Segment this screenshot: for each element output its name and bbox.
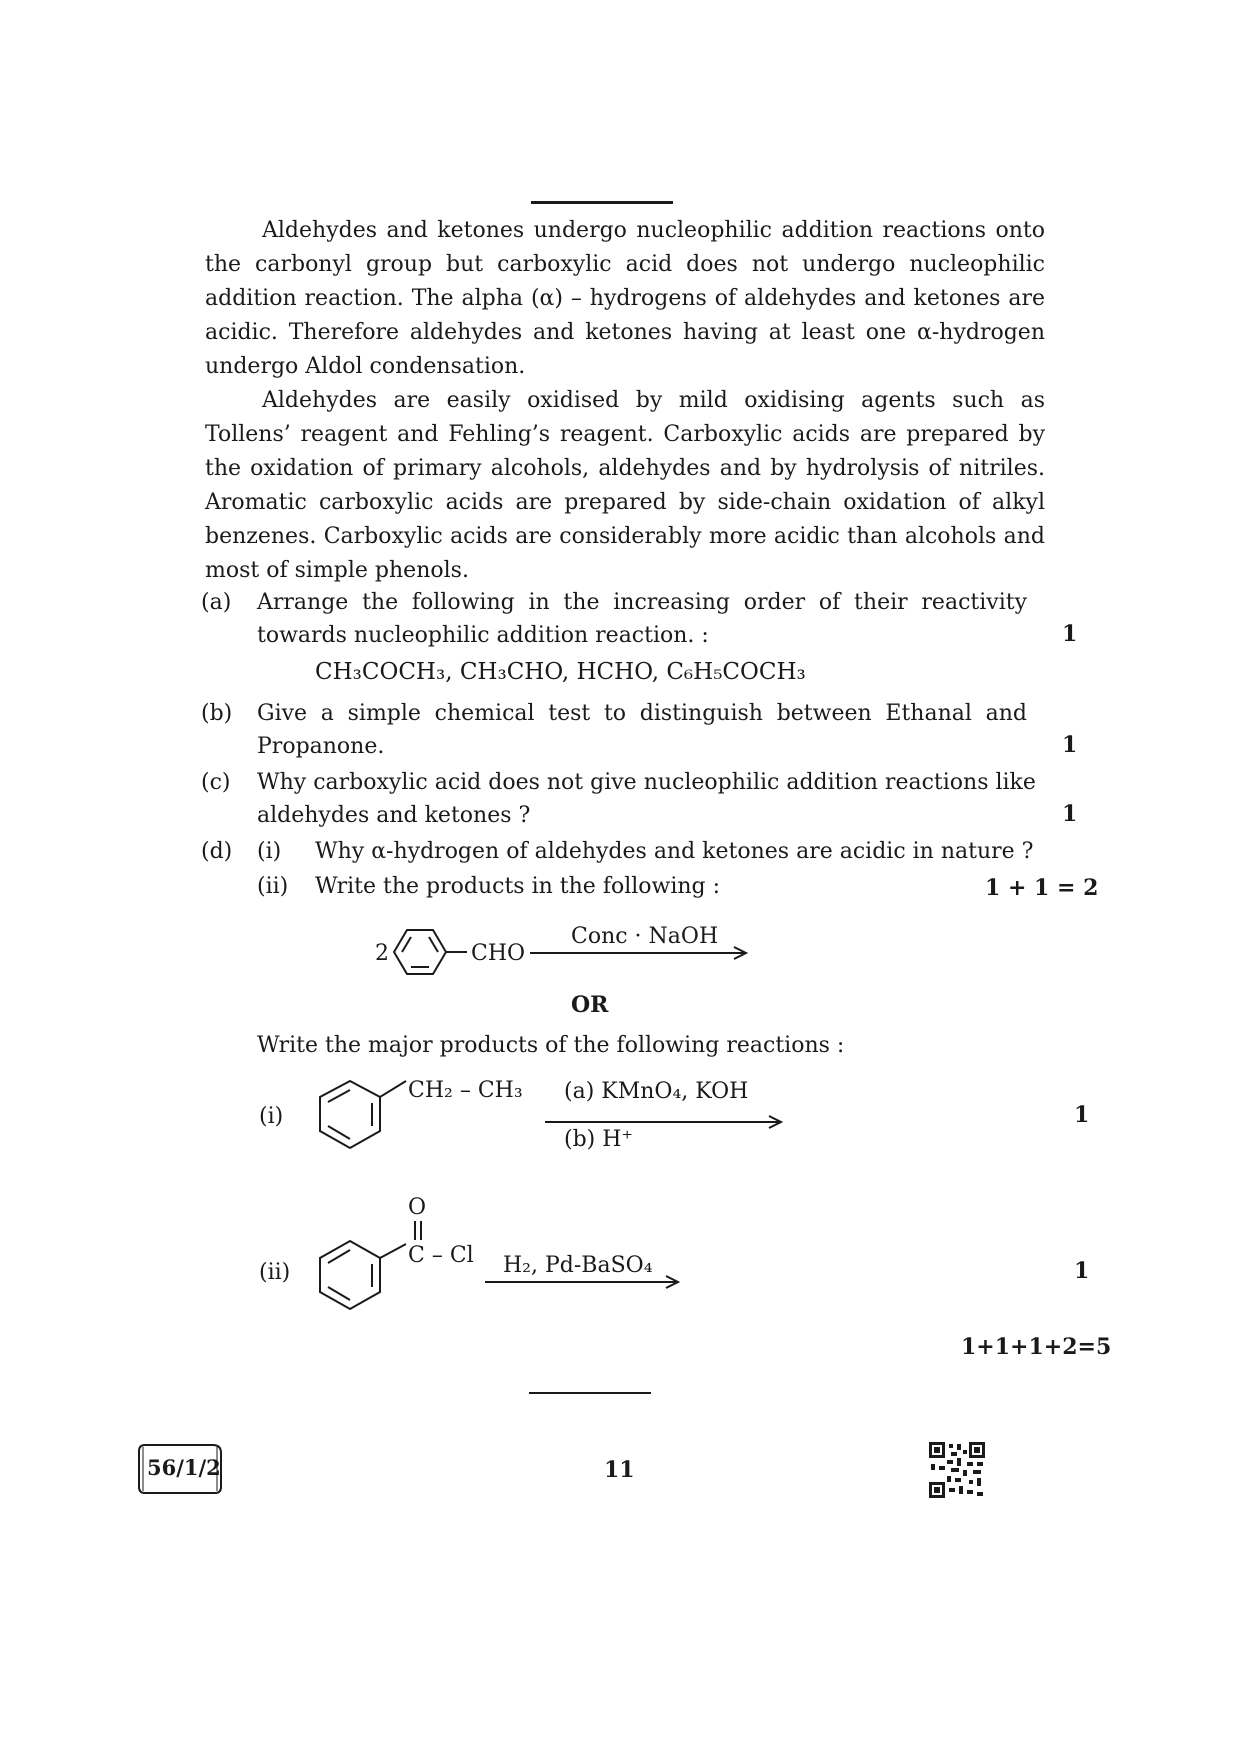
reaction-coefficient: 2 [375,941,389,966]
question-d-label: (d) [201,839,233,864]
or-intro: Write the major products of the following reactions : [257,1033,845,1058]
question-a-label: (a) [201,590,232,615]
reagent-label: H₂, Pd-BaSO₄ [503,1253,653,1278]
question-b-marks: 1 [1062,732,1078,758]
question-d-i-label: (i) [257,839,282,864]
question-a-line-2: towards nucleophilic addition reaction. : [257,623,709,648]
or-reaction-2-marks: 1 [1074,1258,1090,1284]
total-marks: 1+1+1+2=5 [961,1334,1112,1360]
paper-code: 56/1/2 [147,1455,221,1480]
question-a-marks: 1 [1062,621,1078,647]
page-number: 11 [604,1457,635,1483]
benzene-ring-icon [320,1081,380,1148]
or-divider: OR [571,992,609,1018]
question-b-line-1: Give a simple chemical test to distinguish between Ethanal and [257,701,1027,726]
question-c-line-2: aldehydes and ketones ? [257,803,531,828]
carbonyl-oxygen: O [408,1195,427,1220]
question-d-ii-text: Write the products in the following : [315,874,721,899]
reagent-bottom: (b) H⁺ [564,1127,634,1152]
reagent-top: (a) KMnO₄, KOH [564,1079,749,1104]
acyl-chloride-label: C – Cl [408,1243,474,1268]
qr-code-icon [929,1442,985,1498]
bond-line [380,1244,406,1258]
benzene-ring-icon [394,930,446,974]
question-c-label: (c) [201,770,231,795]
question-c-marks: 1 [1062,801,1078,827]
or-reaction-1-label: (i) [259,1104,284,1129]
reaction-group: CHO [471,941,526,966]
question-a-line-1: Arrange the following in the increasing order of their reactivity [257,590,1027,615]
question-b-label: (b) [201,701,233,726]
or-reaction-2-label: (ii) [259,1260,291,1285]
bond-line [380,1081,406,1097]
reaction-reagent: Conc · NaOH [571,924,719,949]
question-d-marks: 1 + 1 = 2 [985,875,1099,901]
benzene-ring-icon [320,1241,380,1309]
passage-paragraph-1: Aldehydes and ketones undergo nucleophilic addition reactions onto the carbonyl group but carboxylic acid does not undergo nucleophilic addition reaction. The alpha (α) – hydrogens of aldehydes and ketones are acidic. Therefore aldehydes and ketones having at least one α-hydrogen undergo Aldol condensation. [205,218,1045,379]
question-d-i-text: Why α-hydrogen of aldehydes and ketones are acidic in nature ? [315,839,1034,864]
question-a-compounds: CH₃COCH₃, CH₃CHO, HCHO, C₆H₅COCH₃ [315,659,806,685]
question-b-line-2: Propanone. [257,734,385,759]
question-c-line-1: Why carboxylic acid does not give nucleophilic addition reactions like [257,770,1036,795]
or-reaction-1-marks: 1 [1074,1102,1090,1128]
substituent-label: CH₂ – CH₃ [408,1078,523,1103]
question-d-ii-label: (ii) [257,874,289,899]
passage-paragraph-2: Aldehydes are easily oxidised by mild oxidising agents such as Tollens’ reagent and Fehling’s reagent. Carboxylic acids are prepared by the oxidation of primary alcohols, aldehydes and by hydrolysis of nitriles. Aromatic carboxylic acids are prepared by side-chain oxidation of alkyl benzenes. Carboxylic acids are considerably more acidic than alcohols and most of simple phenols. [205,388,1045,583]
bottom-divider [529,1392,651,1394]
